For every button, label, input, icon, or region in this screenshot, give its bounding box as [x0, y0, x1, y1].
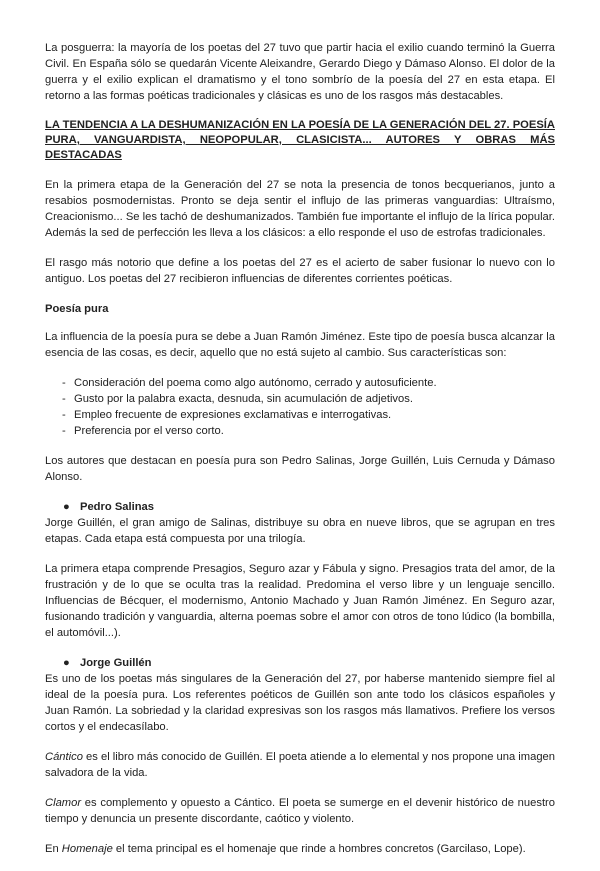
bullet-icon: ● [63, 657, 70, 669]
paragraph-influencia-poesia-pura: La influencia de la poesía pura se debe a Juan Ramón Jiménez. Este tipo de poesía busca alcanzar la esencia de las cosas, es decir, aquello que no está sujeto al cambio. Sus características son: [45, 331, 555, 359]
author-heading-guillen [45, 655, 555, 671]
list-item [45, 423, 555, 439]
author-heading-salinas [45, 499, 555, 515]
paragraph-guillen-homenaje [45, 841, 555, 857]
book-title-cantico: Cántico [45, 751, 83, 763]
dash-marker: - [62, 425, 66, 437]
paragraph-guillen-clamor [45, 795, 555, 827]
author-name: Jorge Guillén [80, 657, 152, 669]
list-item [45, 391, 555, 407]
homenaje-description: el tema principal es el homenaje que rinde a hombres concretos (Garcilaso, Lope). [112, 843, 526, 855]
list-item-text: Empleo frecuente de expresiones exclamativas e interrogativas. [74, 409, 392, 421]
list-item-text: Preferencia por el verso corto. [74, 425, 224, 437]
list-item [45, 375, 555, 391]
book-title-clamor: Clamor [45, 797, 82, 809]
dash-marker: - [62, 377, 66, 389]
paragraph-autores-destacados: Los autores que destacan en poesía pura son Pedro Salinas, Jorge Guillén, Luis Cernuda y Dámaso Alonso. [45, 455, 555, 483]
dash-marker: - [62, 393, 66, 405]
paragraph-primera-etapa: En la primera etapa de la Generación del 27 se nota la presencia de tonos becquerianos, junto a resabios posmodernistas. Pronto se deja sentir el influjo de las primeras vanguardias: Ultraísmo, Creacionismo... Se les tachó de deshumanizados. También fue importante el influjo de la lírica popular. Además la sed de perfección les lleva a los clásicos: a ello responde el uso de estrofas tradicionales. [45, 179, 555, 239]
characteristics-list [45, 375, 555, 439]
paragraph-rasgo-notorio: El rasgo más notorio que define a los poetas del 27 es el acierto de saber fusionar lo nuevo con lo antiguo. Los poetas del 27 recibieron influencias de diferentes corrientes poéticas. [45, 257, 555, 285]
bullet-icon: ● [63, 501, 70, 513]
list-item-text: Consideración del poema como algo autónomo, cerrado y autosuficiente. [74, 377, 437, 389]
paragraph-posguerra: La posguerra: la mayoría de los poetas del 27 tuvo que partir hacia el exilio cuando terminó la Guerra Civil. En España sólo se quedarán Vicente Aleixandre, Gerardo Diego y Dámaso Alonso. El dolor de la guerra y el exilio explican el dramatismo y el tono sombrío de la poesía del 27 en esta etapa. El retorno a las formas poéticas tradicionales y clásicas es uno de los rasgos más destacables. [45, 42, 555, 102]
list-item-text: Gusto por la palabra exacta, desnuda, sin acumulación de adjetivos. [74, 393, 413, 405]
clamor-description: es complemento y opuesto a Cántico. El poeta se sumerge en el devenir histórico de nuestro tiempo y denuncia un presente discordante, caótico y violento. [45, 797, 555, 825]
subheading-poesia-pura: Poesía pura [45, 303, 109, 315]
paragraph-guillen-intro: Es uno de los poetas más singulares de la Generación del 27, por haberse mantenido siempre fiel al ideal de la poesía pura. Los referentes poéticos de Guillén son ante todo los clásicos españoles y Juan Ramón. La sobriedad y la claridad expresivas son los rasgos más llamativos. Prefiere los versos cortos y el endecasílabo. [45, 673, 555, 733]
paragraph-salinas-obra: Jorge Guillén, el gran amigo de Salinas, distribuye su obra en nueve libros, que se agrupan en tres etapas. Cada etapa está compuesta por una trilogía. [45, 517, 555, 545]
section-heading-tendencia: LA TENDENCIA A LA DESHUMANIZACIÓN EN LA POESÍA DE LA GENERACIÓN DEL 27. POESÍA PURA, VANGUARDISTA, NEOPOPULAR, CLASICISTA... AUTORES Y OBRAS MÁS DESTACADAS [45, 119, 555, 161]
paragraph-guillen-cantico [45, 749, 555, 781]
author-section-salinas [45, 499, 555, 641]
paragraph-salinas-primera-etapa: La primera etapa comprende Presagios, Seguro azar y Fábula y signo. Presagios trata del amor, de la frustración y de lo que se oculta tras la realidad. Predomina el verso libre y un lenguaje sencillo. Influencias de Bécquer, el modernismo, Antonio Machado y Juan Ramón Jiménez. En Seguro azar, fusionando tradición y vanguardia, alterna poemas sobre el amor con otros de tono lúdico (la bombilla, el automóvil...). [45, 563, 555, 639]
cantico-description: es el libro más conocido de Guillén. El poeta atiende a lo elemental y nos propone una imagen salvadora de la vida. [45, 751, 555, 779]
dash-marker: - [62, 409, 66, 421]
author-name: Pedro Salinas [80, 501, 154, 513]
list-item [45, 407, 555, 423]
author-section-guillen [45, 655, 555, 857]
book-title-homenaje: Homenaje [61, 843, 113, 855]
homenaje-prefix: En [45, 843, 62, 855]
document-page [45, 40, 555, 871]
